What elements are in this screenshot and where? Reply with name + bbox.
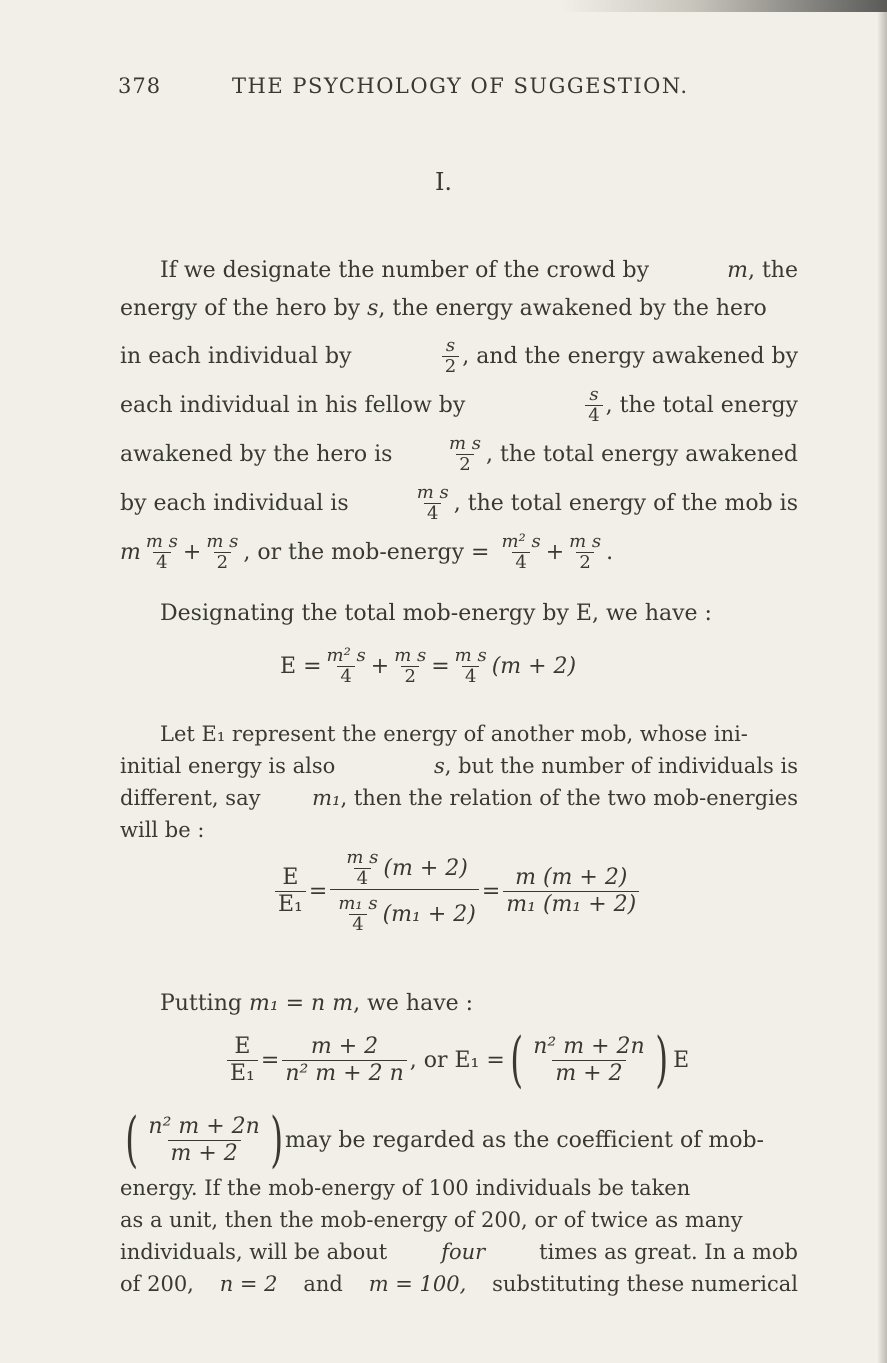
math-expr: n = 2 bbox=[219, 1272, 278, 1296]
math-expr: (m + 2) bbox=[491, 654, 577, 679]
text-line bbox=[120, 250, 798, 290]
equation-3 bbox=[224, 1025, 690, 1095]
text-line: Designating the total mob-energy by E, we have : bbox=[160, 600, 712, 626]
paren-open: ( bbox=[125, 1105, 139, 1175]
text: and bbox=[303, 1272, 343, 1296]
math-op: = bbox=[486, 1047, 505, 1073]
compound-fraction: $\frac{\text{m s}}{4}$ (m + 2) $\frac{\text{m₁ s}}{4}$ (m₁ + 2) bbox=[330, 848, 479, 935]
math-var: m bbox=[120, 539, 141, 565]
text: , the total energy bbox=[605, 392, 798, 418]
math-op: + bbox=[370, 654, 390, 679]
math-var: m bbox=[727, 257, 748, 283]
math-op: = bbox=[260, 1047, 280, 1073]
text: , the energy awakened by the hero bbox=[378, 295, 767, 321]
math-op: = bbox=[431, 654, 450, 679]
math-expr: m = 100, bbox=[368, 1272, 467, 1296]
math-op: + bbox=[545, 539, 565, 565]
text: initial energy is also bbox=[120, 754, 336, 778]
text-line bbox=[120, 983, 798, 1023]
text-line bbox=[120, 750, 798, 782]
text-line bbox=[120, 434, 798, 474]
fraction: $\frac{\text{m s}}{2}$ bbox=[206, 530, 239, 573]
text: Putting bbox=[160, 990, 242, 1016]
scan-edge bbox=[560, 0, 887, 12]
text: , then the relation of the two mob-energies bbox=[340, 786, 798, 810]
text-line bbox=[120, 385, 798, 425]
page-header bbox=[118, 74, 808, 104]
text: of 200, bbox=[120, 1272, 194, 1296]
fraction: $\frac{\text{m s}}{2}$ bbox=[394, 645, 427, 687]
running-head: THE PSYCHOLOGY OF SUGGESTION. bbox=[232, 74, 689, 98]
text: different, say bbox=[120, 786, 261, 810]
fraction: $\frac{m (m + 2)}{\text{m₁ (m₁ + 2)}}$ bbox=[503, 865, 639, 918]
math-op: + bbox=[182, 539, 202, 565]
text: , but the number of individuals is bbox=[444, 754, 798, 778]
text-line bbox=[120, 782, 798, 814]
text-line bbox=[120, 532, 798, 572]
page-number: 378 bbox=[118, 74, 162, 98]
text-line: Let E₁ represent the energy of another mob, whose ini- bbox=[160, 722, 748, 746]
fraction: $\frac{\text{n² m + 2n}}{m + 2}$ bbox=[148, 1113, 260, 1166]
coefficient-expr bbox=[120, 1105, 288, 1175]
fraction: $\frac{\text{m s}}{2}$ bbox=[448, 432, 481, 475]
fraction: $\frac{\text{m s}}{2}$ bbox=[569, 530, 602, 573]
paren-close: ) bbox=[654, 1025, 668, 1095]
emphasis: four bbox=[441, 1240, 486, 1264]
math-var: m₁ bbox=[312, 786, 341, 810]
text-line bbox=[120, 483, 798, 523]
paren-open: ( bbox=[510, 1025, 523, 1095]
text: If we designate the number of the crowd by bbox=[160, 257, 650, 283]
text-line: may be regarded as the coefficient of mob- bbox=[285, 1127, 764, 1153]
text: awakened by the hero is bbox=[120, 441, 393, 467]
text: , the total energy of the mob is bbox=[453, 490, 798, 516]
fraction: $\frac{\text{m² s}}{4}$ bbox=[326, 645, 366, 687]
paren-close: ) bbox=[270, 1105, 284, 1175]
text: times as great. In a mob bbox=[539, 1240, 798, 1264]
fraction: $\frac{m + 2}{\text{n² m + 2 n}}$ bbox=[282, 1034, 406, 1087]
text-line bbox=[120, 1268, 798, 1300]
fraction: $\frac{\text{m s}}{4}$ bbox=[416, 481, 449, 524]
scan-edge-right bbox=[877, 0, 887, 1363]
text: , or bbox=[409, 1047, 448, 1073]
math-var: E₁ bbox=[454, 1047, 480, 1073]
math-expr: m₁ = n m bbox=[248, 990, 354, 1016]
fraction: $\frac{s}{4}$ bbox=[585, 385, 602, 426]
text: by each individual is bbox=[120, 490, 349, 516]
text-line: will be : bbox=[120, 818, 205, 842]
text-line: as a unit, then the mob-energy of 200, or of twice as many bbox=[120, 1208, 743, 1232]
text-line bbox=[120, 288, 798, 328]
fraction: $\frac{\text{m s}}{4}$ bbox=[145, 530, 178, 573]
text: , the total energy awakened bbox=[486, 441, 798, 467]
text: , the bbox=[747, 257, 798, 283]
text: , we have : bbox=[353, 990, 474, 1016]
equation-2 bbox=[272, 848, 642, 935]
fraction: $\frac{\text{n² m + 2n}}{m + 2}$ bbox=[533, 1033, 645, 1086]
math-var: E bbox=[280, 654, 297, 679]
text: in each individual by bbox=[120, 343, 352, 369]
equation-1 bbox=[280, 646, 576, 687]
section-numeral: I. bbox=[434, 168, 453, 196]
fraction: $\frac{E}{\text{E₁}}$ bbox=[227, 1034, 258, 1087]
fraction: $\frac{\text{m² s}}{4}$ bbox=[501, 530, 541, 573]
text-line bbox=[120, 1236, 798, 1268]
math-var: E bbox=[673, 1047, 690, 1073]
fraction: $\frac{s}{2}$ bbox=[442, 336, 459, 377]
text: , or the mob-energy = bbox=[243, 539, 490, 565]
math-op: = bbox=[308, 879, 328, 904]
math-var: s bbox=[433, 754, 445, 778]
text-line: energy. If the mob-energy of 100 individuals be taken bbox=[120, 1176, 691, 1200]
text: each individual in his fellow by bbox=[120, 392, 466, 418]
math-var: s bbox=[367, 295, 379, 321]
math-op: . bbox=[606, 539, 614, 565]
text: substituting these numerical bbox=[492, 1272, 798, 1296]
fraction: $\frac{\text{m s}}{4}$ bbox=[454, 645, 487, 687]
fraction: $\frac{E}{\text{E₁}}$ bbox=[275, 865, 306, 918]
math-op: = bbox=[481, 879, 501, 904]
text: , and the energy awakened by bbox=[462, 343, 798, 369]
text-line bbox=[120, 336, 798, 376]
text: energy of the hero by bbox=[120, 295, 361, 321]
math-op: = bbox=[303, 654, 322, 679]
text: individuals, will be about bbox=[120, 1240, 388, 1264]
